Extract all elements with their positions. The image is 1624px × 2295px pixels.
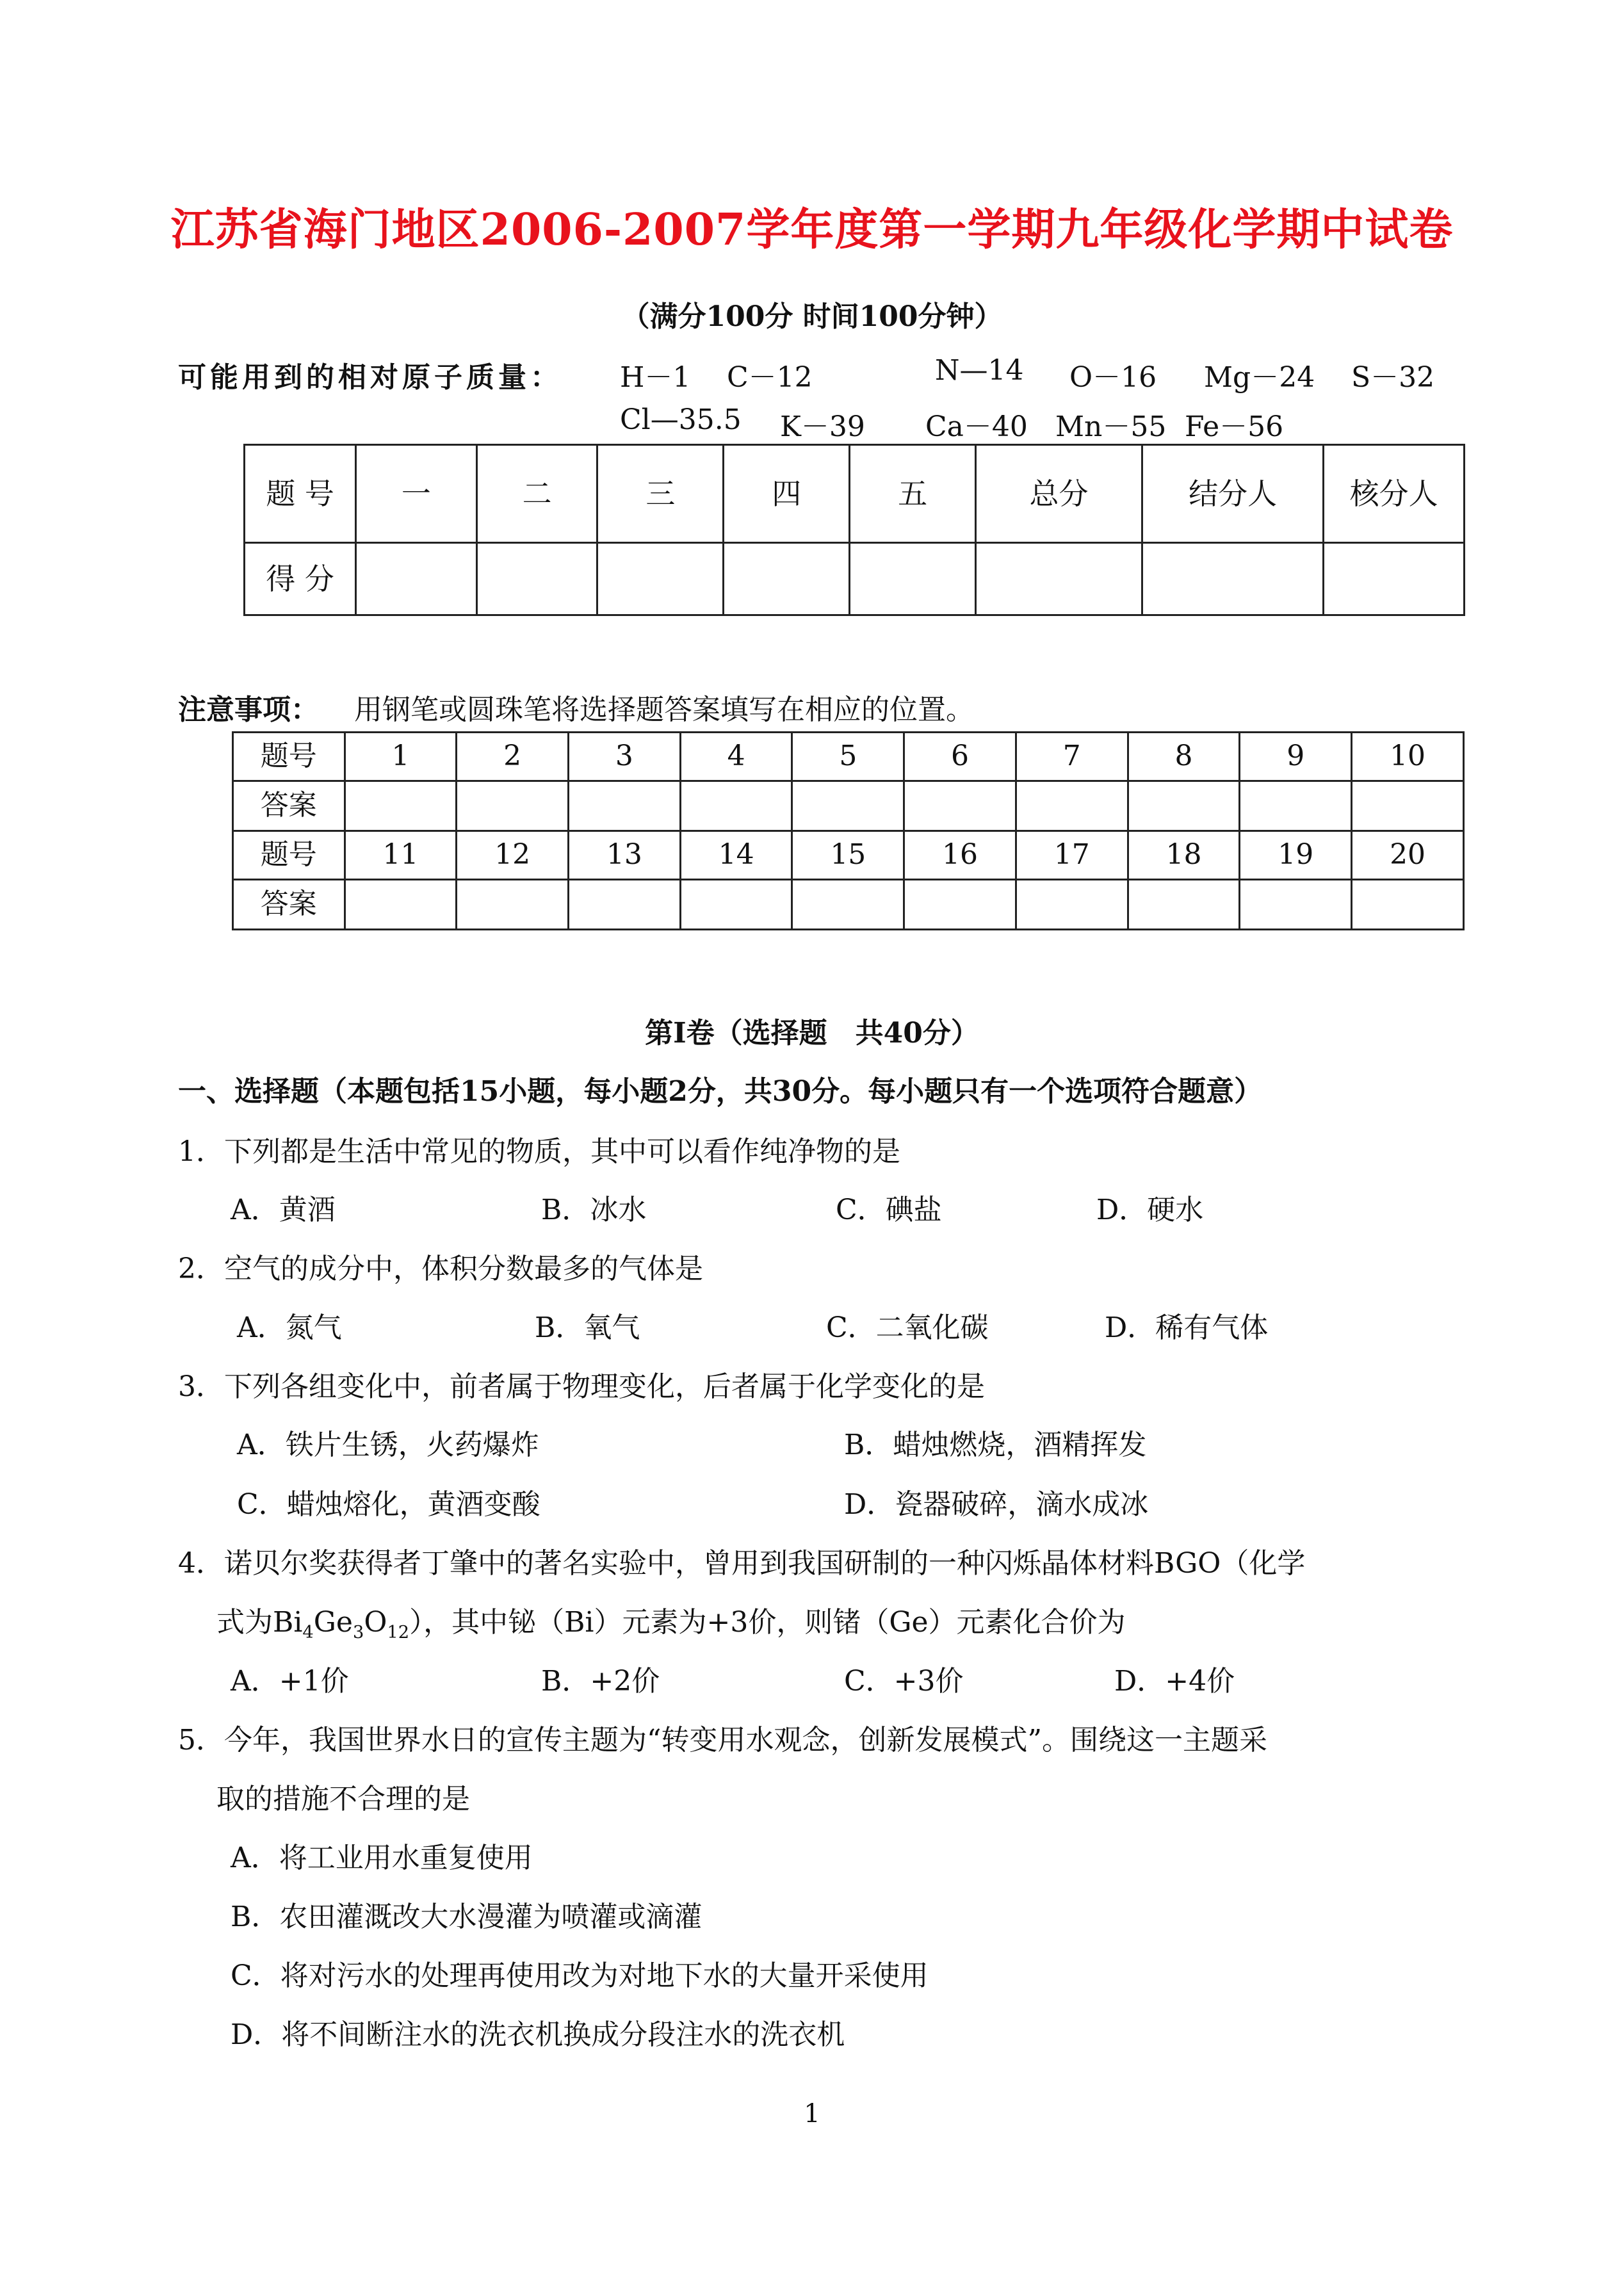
atomic-mass-item: K－39 [780, 410, 865, 443]
score-table [243, 444, 1465, 616]
atomic-mass-item: H－1 [620, 361, 691, 394]
answer-num-cell: 12 [457, 831, 569, 880]
answer-num-cell: 1 [345, 733, 457, 781]
question-3-option-c: C．蜡烛熔化，黄酒变酸 [237, 1488, 540, 1521]
formula-text: 式为Bi [216, 1606, 303, 1639]
question-4-option-d: D．+4价 [1114, 1665, 1235, 1698]
answer-input-cell[interactable] [904, 781, 1016, 831]
score-header-cell: 一 [356, 445, 477, 543]
page-number: 1 [804, 2099, 820, 2129]
answer-input-cell[interactable] [345, 880, 457, 930]
answer-num-cell: 20 [1352, 831, 1464, 880]
formula-subscript: 4 [302, 1622, 314, 1642]
question-5-stem-line1: 5．今年，我国世界水日的宣传主题为“转变用水观念，创新发展模式”。围绕这一主题采 [178, 1724, 1267, 1756]
atomic-mass-item: S－32 [1351, 361, 1435, 394]
answer-input-cell[interactable] [1240, 880, 1352, 930]
score-input-cell[interactable] [1324, 543, 1465, 615]
answer-input-cell[interactable] [1016, 781, 1128, 831]
section-heading: 第Ⅰ卷（选择题 共40分） [645, 1017, 979, 1050]
answer-num-cell: 3 [568, 733, 680, 781]
answer-num-cell: 14 [680, 831, 792, 880]
score-header-cell: 三 [597, 445, 724, 543]
question-4-stem-line1: 4．诺贝尔奖获得者丁肇中的著名实验中，曾用到我国研制的一种闪烁晶体材料BGO（化学 [178, 1547, 1306, 1580]
question-2-option-a: A．氮气 [237, 1311, 342, 1344]
score-header-cell: 总分 [976, 445, 1142, 543]
question-5-option-d: D．将不间断注水的洗衣机换成分段注水的洗衣机 [231, 2018, 845, 2051]
formula-subscript: 12 [387, 1622, 410, 1642]
atomic-mass-item: C－12 [727, 361, 813, 394]
question-5-option-c: C．将对污水的处理再使用改为对地下水的大量开采使用 [231, 1959, 929, 1992]
answer-num-cell: 2 [457, 733, 569, 781]
score-header-cell: 五 [850, 445, 976, 543]
answer-input-cell[interactable] [1128, 880, 1240, 930]
question-3-stem: 3．下列各组变化中，前者属于物理变化，后者属于化学变化的是 [178, 1370, 985, 1403]
answer-num-cell: 7 [1016, 733, 1128, 781]
score-input-cell[interactable] [724, 543, 850, 615]
question-1-stem: 1．下列都是生活中常见的物质，其中可以看作纯净物的是 [178, 1135, 900, 1168]
score-input-cell[interactable] [850, 543, 976, 615]
question-4-stem-line2 [216, 1599, 1126, 1642]
formula-text: O [364, 1606, 387, 1639]
question-4-option-a: A．+1价 [231, 1665, 349, 1698]
answer-input-cell[interactable] [904, 880, 1016, 930]
question-5-option-b: B．农田灌溉改大水漫灌为喷灌或滴灌 [231, 1901, 702, 1933]
answer-num-cell: 4 [680, 733, 792, 781]
answer-num-cell: 15 [792, 831, 904, 880]
atomic-mass-item: N—14 [935, 354, 1024, 387]
notes-text: 用钢笔或圆珠笔将选择题答案填写在相应的位置。 [354, 693, 974, 726]
question-1-option-a: A．黄酒 [231, 1194, 336, 1226]
atomic-mass-item: Mn－55 [1055, 410, 1167, 443]
answer-num-cell: 17 [1016, 831, 1128, 880]
answer-input-cell[interactable] [1016, 880, 1128, 930]
atomic-mass-item: Fe－56 [1185, 410, 1284, 443]
answer-num-cell: 5 [792, 733, 904, 781]
answer-input-cell[interactable] [1240, 781, 1352, 831]
answer-num-cell: 19 [1240, 831, 1352, 880]
atomic-mass-item: Ca－40 [925, 410, 1028, 443]
answer-input-cell[interactable] [680, 781, 792, 831]
answer-label: 答案 [233, 880, 345, 930]
answer-num-cell: 16 [904, 831, 1016, 880]
score-row-label: 得 分 [245, 543, 356, 615]
answer-input-cell[interactable] [680, 880, 792, 930]
answer-num-cell: 11 [345, 831, 457, 880]
answer-input-cell[interactable] [345, 781, 457, 831]
part-heading: 一、选择题（本题包括15小题，每小题2分，共30分。每小题只有一个选项符合题意） [178, 1075, 1263, 1108]
score-input-cell[interactable] [597, 543, 724, 615]
answer-input-cell[interactable] [568, 880, 680, 930]
exam-title: 江苏省海门地区2006-2007学年度第一学期九年级化学期中试卷 [170, 204, 1454, 255]
answer-num-cell: 9 [1240, 733, 1352, 781]
answer-num-cell: 8 [1128, 733, 1240, 781]
answer-input-cell[interactable] [1352, 781, 1464, 831]
answer-input-cell[interactable] [792, 880, 904, 930]
answer-input-cell[interactable] [792, 781, 904, 831]
score-input-cell[interactable] [356, 543, 477, 615]
question-5-option-a: A．将工业用水重复使用 [231, 1842, 533, 1874]
answer-table [232, 731, 1465, 930]
notes-label: 注意事项： [178, 693, 319, 726]
score-input-cell[interactable] [976, 543, 1142, 615]
question-5-stem-line2: 取的措施不合理的是 [216, 1783, 470, 1815]
score-input-cell[interactable] [1142, 543, 1323, 615]
formula-subscript: 3 [352, 1622, 364, 1642]
score-header-cell: 核分人 [1324, 445, 1465, 543]
score-header-cell: 结分人 [1142, 445, 1323, 543]
answer-input-cell[interactable] [568, 781, 680, 831]
question-3-option-a: A．铁片生锈，火药爆炸 [237, 1429, 539, 1461]
question-3-option-b: B．蜡烛燃烧，酒精挥发 [844, 1429, 1147, 1461]
exam-subtitle: （满分100分 时间100分钟） [621, 300, 1003, 333]
formula-text: Ge [313, 1606, 353, 1639]
score-header-cell: 二 [476, 445, 597, 543]
answer-num-cell: 18 [1128, 831, 1240, 880]
question-1-option-c: C．碘盐 [836, 1194, 942, 1226]
question-1-option-d: D．硬水 [1096, 1194, 1204, 1226]
atomic-mass-item: O－16 [1069, 361, 1157, 394]
question-1-option-b: B．冰水 [541, 1194, 647, 1226]
question-2-option-d: D．稀有气体 [1105, 1311, 1269, 1344]
atomic-mass-item: Cl—35.5 [620, 403, 742, 436]
answer-input-cell[interactable] [457, 880, 569, 930]
score-header-cell: 四 [724, 445, 850, 543]
atomic-mass-item: Mg－24 [1204, 361, 1315, 394]
question-2-option-b: B．氧气 [535, 1311, 640, 1344]
answer-num-cell: 6 [904, 733, 1016, 781]
score-input-cell[interactable] [476, 543, 597, 615]
answer-num-label: 题号 [233, 831, 345, 880]
answer-input-cell[interactable] [457, 781, 569, 831]
answer-input-cell[interactable] [1128, 781, 1240, 831]
answer-num-label: 题号 [233, 733, 345, 781]
answer-label: 答案 [233, 781, 345, 831]
answer-input-cell[interactable] [1352, 880, 1464, 930]
score-header-cell: 题 号 [245, 445, 356, 543]
answer-num-cell: 13 [568, 831, 680, 880]
atomic-mass-label: 可能用到的相对原子质量： [178, 361, 562, 394]
question-text: ），其中铋（Bi）元素为+3价，则锗（Ge）元素化合价为 [409, 1606, 1126, 1639]
question-2-option-c: C．二氧化碳 [826, 1311, 989, 1344]
answer-num-cell: 10 [1352, 733, 1464, 781]
question-4-option-b: B．+2价 [541, 1665, 660, 1698]
question-2-stem: 2．空气的成分中，体积分数最多的气体是 [178, 1253, 703, 1285]
question-4-option-c: C．+3价 [844, 1665, 964, 1698]
question-3-option-d: D．瓷器破碎，滴水成冰 [844, 1488, 1149, 1521]
